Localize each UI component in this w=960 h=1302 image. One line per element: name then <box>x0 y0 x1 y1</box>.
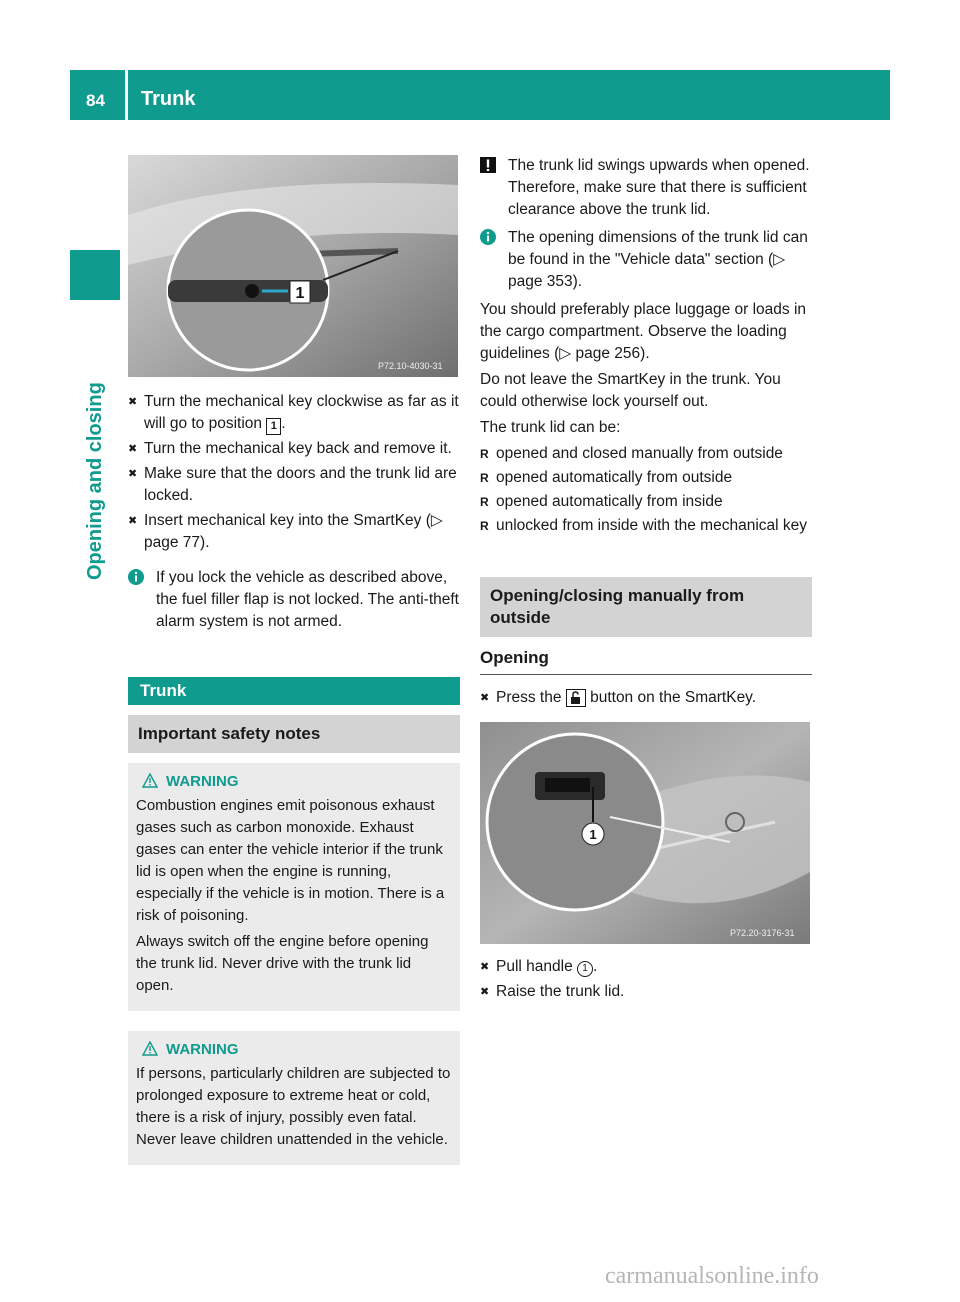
image-callout-1: 1 <box>589 827 597 842</box>
side-chapter-label: Opening and closing <box>84 382 106 580</box>
page-title: Trunk <box>141 88 196 110</box>
handle-1-ref: 1 <box>577 961 593 977</box>
page-number: 84 <box>86 91 105 110</box>
step-insert-key: ✖ Insert mechanical key into the SmartKey (▷ page 77). <box>128 512 443 551</box>
step-arrow-icon: ✖ <box>480 692 490 704</box>
warning-box-heat <box>128 1031 460 1165</box>
section-title-opening-closing: Opening/closing manually from outside <box>480 577 812 637</box>
caution-exclamation-icon <box>480 157 496 173</box>
warning-text: Combustion engines emit poisonous exhaust gases such as carbon monoxide. Exhaust gases can enter the vehicle interior if the trunk lid is open when the engine is running, especially if the vehicle is in motion. There is a risk of poisoning. <box>136 797 445 924</box>
warning-title: WARNING <box>136 1039 452 1061</box>
list-item: R opened automatically from outside <box>480 467 812 489</box>
page-ref-arrow-icon: ▷ <box>773 251 786 268</box>
step-raise-lid: ✖ Raise the trunk lid. <box>480 981 812 1003</box>
info-note: If you lock the vehicle as described above, the fuel filler flap is not locked. The anti-theft alarm system is not armed. <box>128 567 460 633</box>
caution-note: The trunk lid swings upwards when opened. Therefore, make sure that there is sufficient clearance above the trunk lid. <box>480 155 812 221</box>
warning-title: WARNING <box>136 771 452 793</box>
step-press-button: ✖ Press the button on the SmartKey. <box>480 687 812 709</box>
step-arrow-icon: ✖ <box>128 515 138 527</box>
step-arrow-icon: ✖ <box>128 396 138 408</box>
bullet-icon: R <box>480 519 489 533</box>
right-column <box>480 155 812 1006</box>
step-arrow-icon: ✖ <box>128 468 138 480</box>
header-divider <box>125 70 128 120</box>
unlock-icon <box>566 689 586 707</box>
info-icon <box>128 569 144 585</box>
trunk-handle-photo <box>480 722 810 944</box>
paragraph-smartkey: Do not leave the SmartKey in the trunk. You could otherwise lock yourself out. <box>480 371 781 410</box>
warning-text: Always switch off the engine before opening the trunk lid. Never drive with the trunk lid open. <box>136 933 429 994</box>
step-arrow-icon: ✖ <box>128 443 138 455</box>
step-arrow-icon: ✖ <box>480 961 490 973</box>
page-ref-arrow-icon: ▷ <box>430 512 443 529</box>
step-turn-key: ✖ Turn the mechanical key clockwise as far as it will go to position 1 . <box>128 391 460 435</box>
warning-text: If persons, particularly children are subjected to prolonged exposure to extreme heat or cold, there is a risk of injury, possibly even fatal. Never leave children unattended in the vehicle. <box>136 1065 451 1148</box>
step-arrow-icon: ✖ <box>480 986 490 998</box>
image-callout-1: 1 <box>295 285 305 302</box>
step-remove-key: ✖ Turn the mechanical key back and remove it. <box>128 438 460 460</box>
step-pull-handle: ✖ Pull handle 1 . <box>480 956 812 978</box>
list-item: R unlocked from inside with the mechanical key <box>480 515 812 537</box>
image-code: P72.20-3176-31 <box>730 928 795 938</box>
paragraph-luggage: You should preferably place luggage or loads in the cargo compartment. Observe the loading guidelines (▷ page 256). <box>480 301 807 362</box>
page-ref-arrow-icon: ▷ <box>559 345 572 362</box>
subsection-title-safety: Important safety notes <box>128 715 460 753</box>
watermark: carmanualsonline.info <box>605 1263 819 1289</box>
list-item: R opened and closed manually from outside <box>480 443 812 465</box>
section-title-trunk: Trunk <box>128 677 460 705</box>
image-code: P72.10-4030-31 <box>378 361 443 371</box>
bullet-icon: R <box>480 447 489 461</box>
warning-triangle-icon <box>142 1041 158 1056</box>
bullet-icon: R <box>480 471 489 485</box>
position-1-ref: 1 <box>266 418 281 435</box>
warning-box-exhaust <box>128 763 460 1011</box>
paragraph-lid-can-be: The trunk lid can be: <box>480 419 621 436</box>
step-check-locked: ✖ Make sure that the doors and the trunk lid are locked. <box>128 465 457 504</box>
warning-triangle-icon <box>142 773 158 788</box>
info-note-dimensions: The opening dimensions of the trunk lid can be found in the "Vehicle data" section (▷ page 353). <box>480 227 812 293</box>
list-item: R opened automatically from inside <box>480 491 812 513</box>
door-handle-photo <box>128 155 458 377</box>
subsection-title-opening: Opening <box>480 647 812 675</box>
info-icon <box>480 229 496 245</box>
left-column <box>128 155 460 1185</box>
bullet-icon: R <box>480 495 489 509</box>
